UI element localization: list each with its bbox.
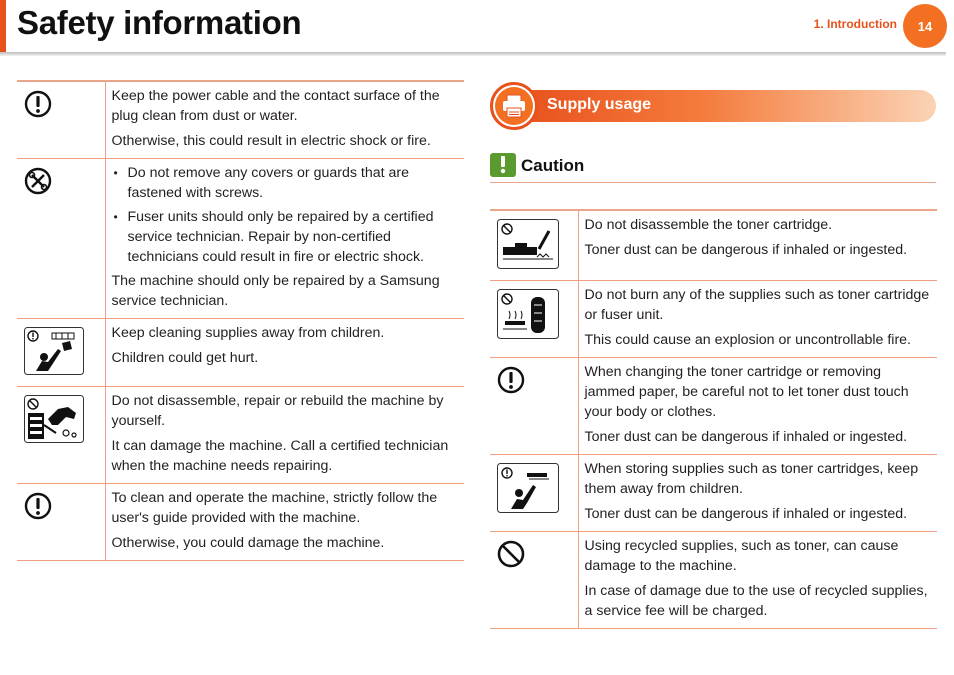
- printer-supply-icon: [495, 87, 533, 125]
- header-divider: [0, 52, 946, 56]
- section-icon-ring: [490, 82, 538, 130]
- keep-away-from-children-icon: [490, 463, 578, 513]
- table-row: [17, 319, 464, 387]
- no-disassemble-tools-icon: [17, 167, 105, 195]
- row-text: Otherwise, you could damage the machine.: [111, 535, 385, 551]
- row-text: When changing the toner cartridge or removing jammed paper, be careful not to let toner dust touch your body or clothes.: [584, 363, 909, 420]
- row-text: Do not disassemble, repair or rebuild the machine by yourself.: [111, 393, 444, 429]
- header-accent-bar: [0, 0, 6, 52]
- right-safety-table: [490, 209, 937, 629]
- row-text: Toner dust can be dangerous if inhaled or ingested.: [584, 428, 908, 445]
- row-text: The machine should only be repaired by a Samsung service technician.: [111, 273, 440, 309]
- page-title: Safety information: [17, 4, 302, 41]
- list-item: • Do not remove any covers or guards that are fastened with screws.: [112, 163, 459, 203]
- table-row: [17, 81, 464, 159]
- row-text: Keep the power cable and the contact surface of the plug clean from dust or water.: [111, 88, 440, 124]
- caution-exclamation-icon: [490, 153, 516, 177]
- row-text: Toner dust can be dangerous if inhaled or ingested.: [584, 242, 908, 258]
- left-safety-table: [17, 80, 464, 561]
- keep-away-from-children-icon: [17, 327, 105, 375]
- no-burn-supplies-icon: [490, 289, 578, 339]
- caution-label: Caution: [521, 156, 585, 175]
- row-text: This could cause an explosion or uncontrollable fire.: [584, 331, 911, 348]
- row-text: In case of damage due to the use of recycled supplies, a service fee will be charged.: [584, 582, 928, 619]
- row-text: When storing supplies such as toner cartridges, keep them away from children.: [584, 460, 919, 497]
- list-item: • Fuser units should only be repaired by a certified service technician. Repair by non-certified technicians could result in fire or electric shock.: [112, 207, 459, 267]
- bullet-list: [112, 163, 459, 267]
- table-row: [17, 484, 464, 561]
- caution-heading: [490, 151, 936, 183]
- row-text: Using recycled supplies, such as toner, can cause damage to the machine.: [584, 537, 899, 574]
- warning-exclamation-icon: [490, 366, 578, 394]
- row-text: Toner dust can be dangerous if inhaled or ingested.: [584, 505, 908, 522]
- warning-exclamation-icon: [17, 90, 105, 118]
- table-row: [490, 280, 937, 357]
- no-disassemble-cartridge-icon: [490, 219, 578, 269]
- chapter-link[interactable]: 1. Introduction: [813, 17, 897, 31]
- no-repair-machine-icon: [17, 395, 105, 443]
- row-text: Do not disassemble the toner cartridge.: [584, 217, 833, 233]
- table-row: [17, 159, 464, 319]
- section-title: Supply usage: [547, 96, 652, 113]
- row-text: Keep cleaning supplies away from children.: [111, 325, 385, 341]
- row-text: Children could get hurt.: [111, 350, 259, 366]
- row-text: Otherwise, this could result in electric shock or fire.: [111, 133, 431, 149]
- row-text: To clean and operate the machine, strictly follow the user's guide provided with the machine.: [111, 490, 438, 526]
- row-text: Do not burn any of the supplies such as toner cartridge or fuser unit.: [584, 286, 930, 323]
- section-banner: [490, 82, 936, 130]
- row-text: It can damage the machine. Call a certified technician when the machine needs repairing.: [111, 438, 449, 474]
- table-row: [490, 357, 937, 454]
- page-number-badge: 14: [903, 4, 947, 48]
- table-row: [490, 454, 937, 531]
- table-row: [490, 531, 937, 628]
- prohibited-icon: [490, 540, 578, 568]
- table-row: [17, 387, 464, 484]
- table-row: [490, 210, 937, 280]
- warning-exclamation-icon: [17, 492, 105, 520]
